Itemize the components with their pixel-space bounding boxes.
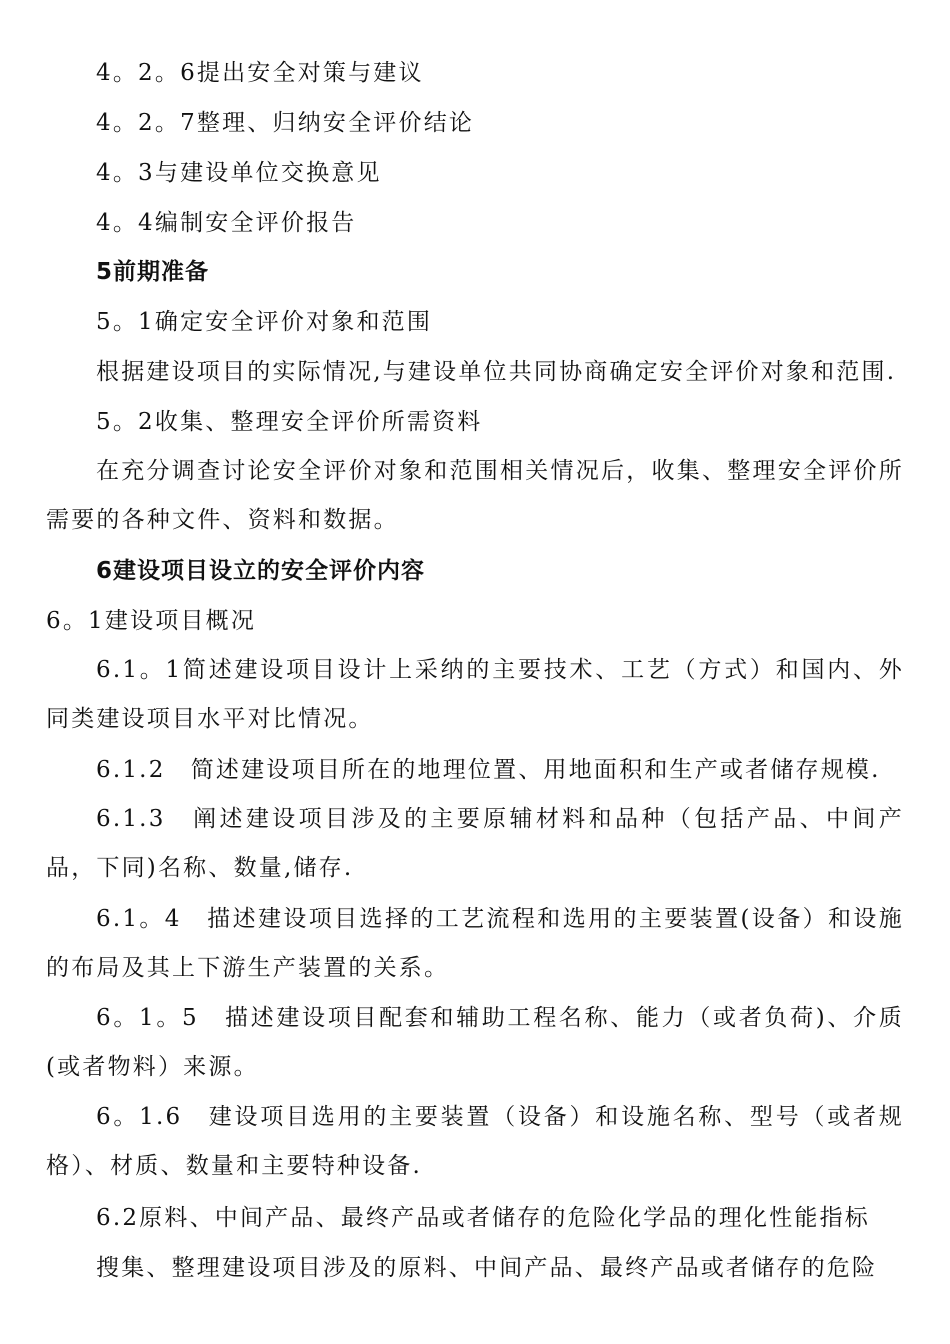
paragraph-6-1-3: 6.1.3 阐述建设项目涉及的主要原辅材料和品种（包括产品、中间产品，下同)名称、数量,储存. xyxy=(46,806,904,881)
section-4-3: 4。3与建设单位交换意见 xyxy=(96,160,382,186)
paragraph-6-2-text: 搜集、整理建设项目涉及的原料、中间产品、最终产品或者储存的危险 xyxy=(96,1255,878,1281)
paragraph-6-1-4: 6.1。4 描述建设项目选择的工艺流程和选用的主要装置(设备）和设施的布局及其上下游生产装置的关系。 xyxy=(46,906,904,981)
heading-section-6: 6建设项目设立的安全评价内容 xyxy=(96,558,426,584)
section-4-2-7: 4。2。7整理、归纳安全评价结论 xyxy=(96,110,475,136)
section-4-2-6: 4。2。6提出安全对策与建议 xyxy=(96,60,424,86)
paragraph-5-1-text: 根据建设项目的实际情况,与建设单位共同协商确定安全评价对象和范围. xyxy=(96,359,897,385)
section-5-1: 5。1确定安全评价对象和范围 xyxy=(96,309,433,335)
paragraph-5-2-text: 在充分调查讨论安全评价对象和范围相关情况后，收集、整理安全评价所需要的各种文件、资料和数据。 xyxy=(46,458,904,533)
paragraph-6-1-6: 6。1.6 建设项目选用的主要装置（设备）和设施名称、型号（或者规格）、材质、数量和主要特种设备. xyxy=(46,1104,904,1179)
section-6-1: 6。1建设项目概况 xyxy=(46,608,257,634)
paragraph-6-1-1: 6.1。1简述建设项目设计上采纳的主要技术、工艺（方式）和国内、外同类建设项目水平对比情况。 xyxy=(46,657,904,732)
heading-section-5: 5前期准备 xyxy=(96,259,210,285)
section-6-2: 6.2原料、中间产品、最终产品或者储存的危险化学品的理化性能指标 xyxy=(96,1205,870,1231)
section-5-2: 5。2收集、整理安全评价所需资料 xyxy=(96,409,483,435)
paragraph-6-1-5: 6。1。5 描述建设项目配套和辅助工程名称、能力（或者负荷)、介质(或者物料）来源。 xyxy=(46,1005,904,1080)
paragraph-6-1-2: 6.1.2 简述建设项目所在的地理位置、用地面积和生产或者储存规模. xyxy=(96,757,881,783)
section-4-4: 4。4编制安全评价报告 xyxy=(96,210,357,236)
